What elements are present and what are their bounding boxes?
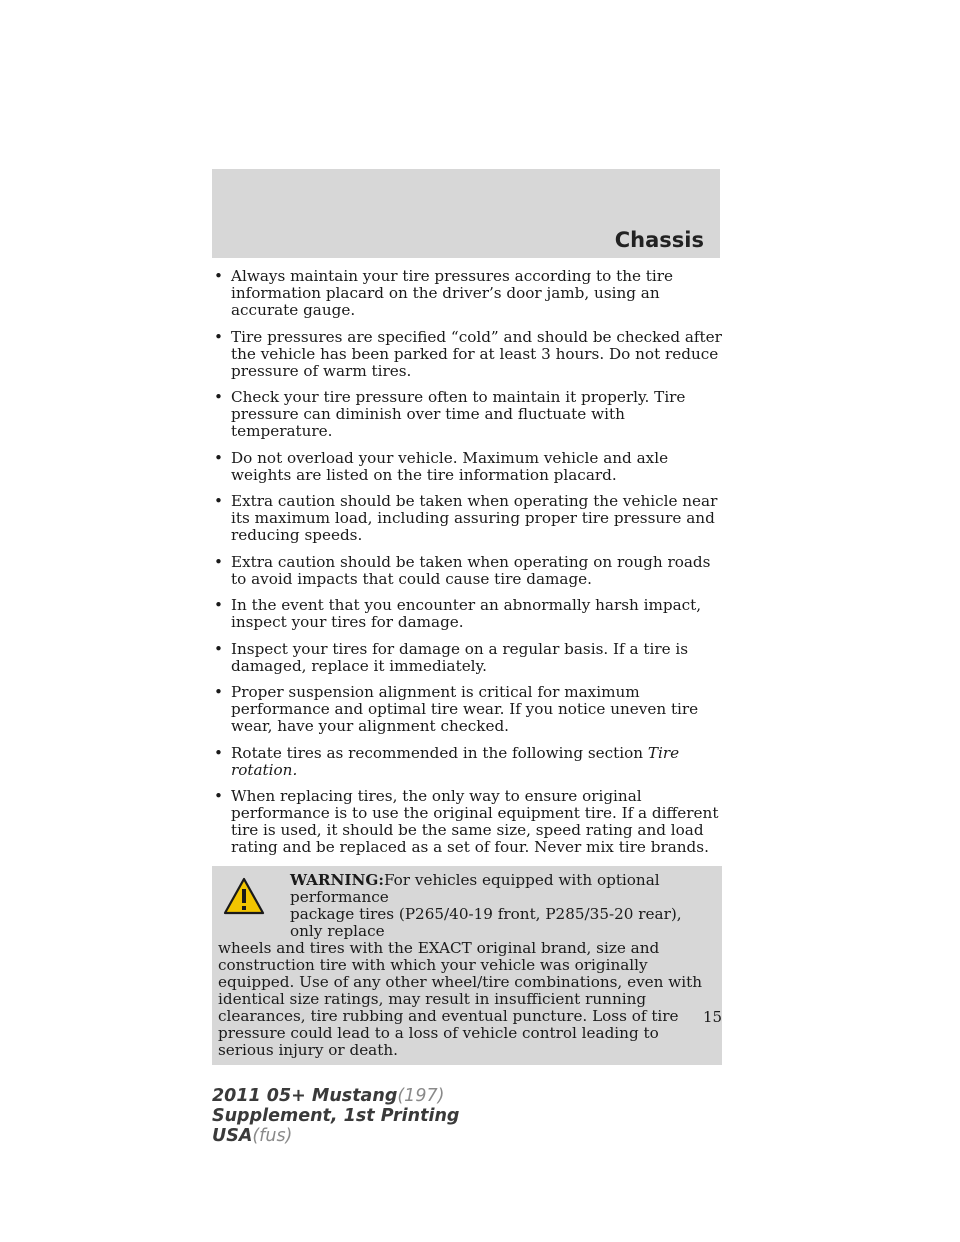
footer-model-code: (197) — [397, 1086, 445, 1106]
bullet-item — [212, 329, 722, 380]
bullet-dot: • — [214, 492, 223, 510]
bullet-text-italic: Tire rotation. — [231, 743, 680, 779]
bullet-text: Inspect your tires for damage on a regular basis. If a tire is damaged, replace it immediately. — [231, 639, 689, 675]
page-number: 15 — [703, 1008, 723, 1026]
footer-edition: Supplement, 1st Printing — [212, 1106, 460, 1126]
footer-market-code: (fus) — [252, 1126, 293, 1146]
bullet-item — [212, 493, 722, 544]
bullet-item — [212, 641, 722, 675]
bullet-text: Rotate tires as recommended in the following section — [231, 743, 648, 762]
bullet-dot: • — [214, 267, 223, 285]
bullet-dot: • — [214, 388, 223, 406]
bullet-text: Extra caution should be taken when operating on rough roads to avoid impacts that could cause tire damage. — [231, 552, 711, 588]
bullet-item — [212, 788, 722, 856]
bullet-dot: • — [214, 683, 223, 701]
warning-line-2: package tires (P265/40-19 front, P285/35-20 rear), only replace — [290, 905, 682, 940]
warning-line-1: For vehicles equipped with optional performance — [290, 871, 660, 906]
page-content — [212, 268, 722, 1065]
bullet-item — [212, 745, 722, 779]
bullet-item — [212, 450, 722, 484]
bullet-dot: • — [214, 596, 223, 614]
bullet-text: In the event that you encounter an abnormally harsh impact, inspect your tires for damage. — [231, 596, 702, 631]
section-title: Chassis — [614, 228, 704, 252]
warning-body: wheels and tires with the EXACT original brand, size and construction tire with which your vehicle was originally equipped. Use of any other wheel/tire combinations, even with identical size ratings, may result in insufficient running clearances, tire rubbing and eventual puncture. Loss of tire pressure could lead to a loss of vehicle control leading to serious injury or death. — [218, 939, 702, 1059]
bullet-dot: • — [214, 552, 223, 571]
bullet-item — [212, 597, 722, 631]
footer-market: USA — [212, 1126, 253, 1146]
bullet-text: Check your tire pressure often to maintain it properly. Tire pressure can diminish over time and fluctuate with temperature. — [231, 388, 686, 440]
bullet-dot: • — [214, 787, 223, 805]
warning-box — [212, 866, 722, 1065]
bullet-text: Proper suspension alignment is critical for maximum performance and optimal tire wear. If you notice uneven tire wear, have your alignment checked. — [231, 683, 699, 735]
bullet-item — [212, 684, 722, 735]
bullet-text: Always maintain your tire pressures according to the tire information placard on the driver’s door jamb, using an accurate gauge. — [231, 267, 674, 319]
bullet-item — [212, 268, 722, 319]
section-header-band — [212, 169, 720, 258]
footer-model: 2011 05+ Mustang — [212, 1086, 398, 1106]
warning-triangle-icon — [222, 876, 266, 916]
bullet-dot: • — [214, 639, 223, 658]
bullet-dot: • — [214, 448, 223, 467]
bullet-item — [212, 554, 722, 588]
bullet-text: Extra caution should be taken when operating the vehicle near its maximum load, including assuring proper tire pressure and reducing speeds. — [231, 492, 718, 544]
bullet-text: Do not overload your vehicle. Maximum vehicle and axle weights are listed on the tire information placard. — [231, 448, 669, 484]
bullet-item — [212, 389, 722, 440]
bullet-dot: • — [214, 327, 223, 346]
warning-label: WARNING: — [290, 871, 384, 889]
bullet-text: Tire pressures are specified “cold” and should be checked after the vehicle has been parked for at least 3 hours. Do not reduce pressure of warm tires. — [231, 327, 722, 380]
bullet-list — [212, 268, 722, 856]
print-footer — [212, 1086, 459, 1146]
bullet-text: When replacing tires, the only way to ensure original performance is to use the original equipment tire. If a different tire is used, it should be the same size, speed rating and load rating and be replaced as a set of four. Never mix tire brands. — [231, 787, 719, 856]
bullet-dot: • — [214, 743, 223, 762]
